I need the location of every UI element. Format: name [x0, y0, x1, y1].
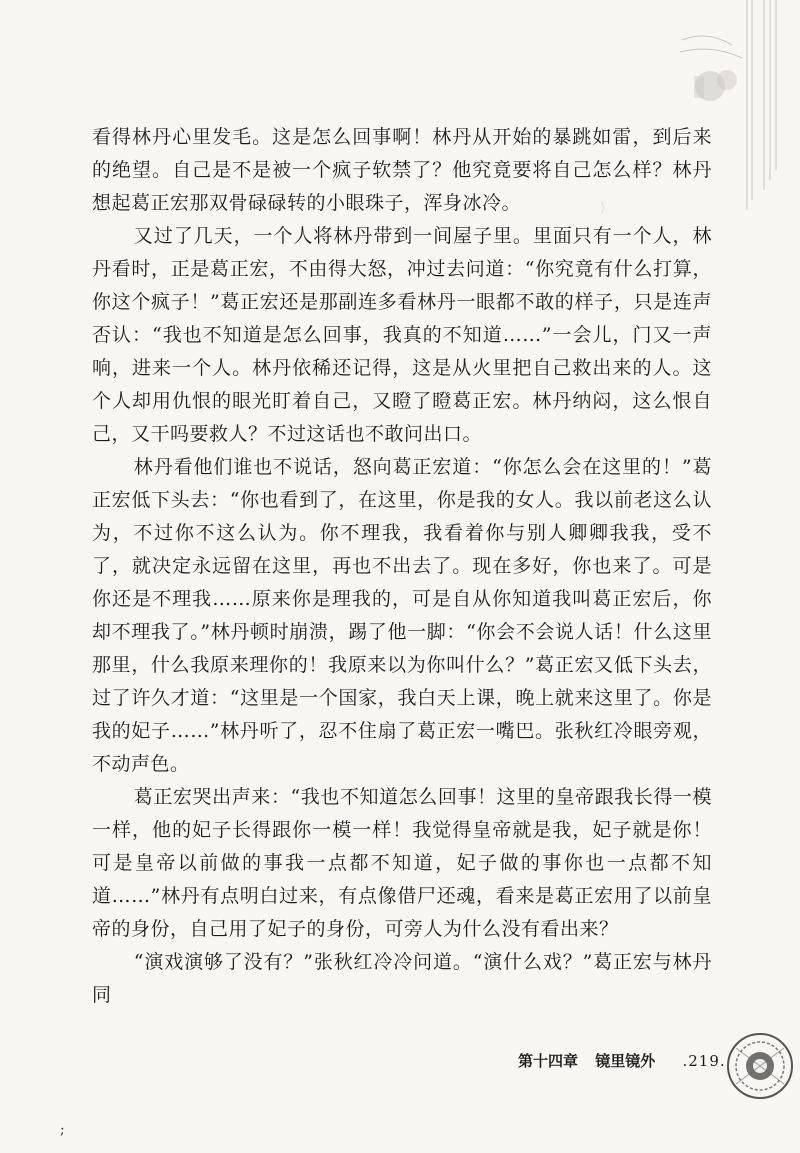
body-text: [92, 121, 712, 1012]
chapter-label: 第十四章: [518, 1052, 579, 1070]
chapter-title: 镜里镜外: [595, 1052, 656, 1070]
seal-icon: [716, 1018, 796, 1102]
paragraph: 葛正宏哭出声来：“我也不知道怎么回事！这里的皇帝跟我长得一模一样，他的妃子长得跟你一模一样！我觉得皇帝就是我，妃子就是你！可是皇帝以前做的事我一点都不知道，妃子做的事你也一点都不知道……”林丹有点明白过来，有点像借尸还魂，看来是葛正宏用了以前皇帝的身份，自己用了妃子的身份，可旁人为什么没有看出来？: [92, 786, 712, 940]
margin-mark: ;: [60, 1122, 65, 1138]
bleed-through-decoration: ⟩: [600, 200, 606, 216]
paragraph: 看得林丹心里发毛。这是怎么回事啊！林丹从开始的暴跳如雷，到后来的绝望。自己是不是被一个疯子软禁了？他究竟要将自己怎么样？林丹想起葛正宏那双骨碌碌转的小眼珠子，浑身冰冷。: [92, 126, 712, 214]
page-number: .219.: [682, 1052, 726, 1070]
paragraph: “演戏演够了没有？”张秋红冷冷问道。“演什么戏？”葛正宏与林丹同: [92, 951, 712, 1006]
paragraph: 又过了几天，一个人将林丹带到一间屋子里。里面只有一个人，林丹看时，正是葛正宏，不由得大怒，冲过去问道：“你究竟有什么打算，你这个疯子！”葛正宏还是那副连多看林丹一眼都不敢的样子，只是连声否认：“我也不知道是怎么回事，我真的不知道……”一会儿，门又一声响，进来一个人。林丹依稀还记得，这是从火里把自己救出来的人。这个人却用仇恨的眼光盯着自己，又瞪了瞪葛正宏。林丹纳闷，这么恨自己，又干吗要救人？不过这话也不敢问出口。: [92, 225, 712, 445]
paragraph: 林丹看他们谁也不说话，怒向葛正宏道：“你怎么会在这里的！”葛正宏低下头去：“你也看到了，在这里，你是我的女人。我以前老这么认为，不过你不这么认为。你不理我，我看着你与别人卿卿我我，受不了，就决定永远留在这里，再也不出去了。现在多好，你也来了。可是你还是不理我……原来你是理我的，可是自从你知道我叫葛正宏后，你却不理我了。”林丹顿时崩溃，踢了他一脚：“你会不会说人话！什么这里那里，什么我原来理你的！我原来以为你叫什么？”葛正宏又低下头去，过了许久才道：“这里是一个国家，我白天上课，晚上就来这里了。你是我的妃子……”林丹听了，忍不住扇了葛正宏一嘴巴。张秋红冷眼旁观，不动声色。: [92, 456, 712, 775]
page-footer: [518, 1050, 726, 1071]
